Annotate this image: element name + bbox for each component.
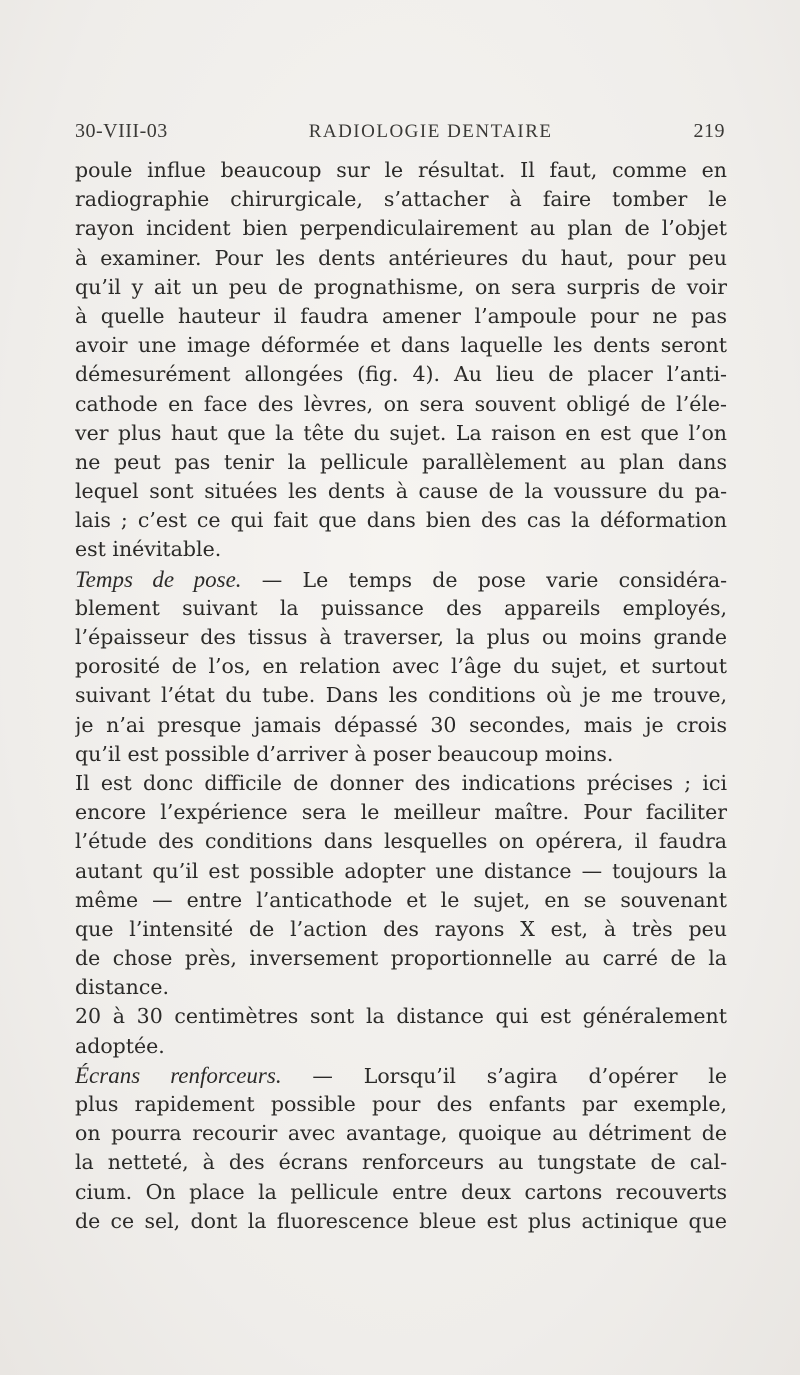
text-line: la netteté, à des écrans renforceurs au tungstate de cal- (75, 1150, 727, 1175)
text-line: blement suivant la puissance des appareils employés, (75, 595, 727, 620)
body-text (75, 156, 727, 1236)
text-line: ver plus haut que la tête du sujet. La raison en est que l’on (75, 420, 727, 445)
text-line: qu’il y ait un peu de prognathisme, on sera surpris de voir (75, 274, 727, 299)
text-line: encore l’expérience sera le meilleur maître. Pour faciliter (75, 800, 727, 825)
header-title: RADIOLOGIE DENTAIRE (308, 121, 553, 142)
text-line: cium. On place la pellicule entre deux cartons recouverts (75, 1179, 727, 1204)
text-line: Il est donc difficile de donner des indications précises ; ici (75, 770, 727, 795)
text-line: on pourra recourir avec avantage, quoique au détriment de (75, 1121, 727, 1146)
section-heading-line: Temps de pose. — Le temps de pose varie considéra- (75, 566, 727, 592)
text-line: je n’ai presque jamais dépassé 30 secondes, mais je crois (75, 712, 727, 737)
text-line: de chose près, inversement proportionnelle au carré de la (75, 946, 727, 971)
section-heading-line: Écrans renforceurs. — Lorsqu’il s’agira d’opérer le (75, 1062, 727, 1088)
text-line: cathode en face des lèvres, on sera souvent obligé de l’éle- (75, 391, 727, 416)
text-line: à quelle hauteur il faudra amener l’ampoule pour ne pas (75, 303, 727, 328)
text-line: même — entre l’anticathode et le sujet, en se souvenant (75, 887, 727, 912)
text-line: de ce sel, dont la fluorescence bleue est plus actinique que (75, 1208, 727, 1233)
text-line: radiographie chirurgicale, s’attacher à faire tomber le (75, 187, 727, 212)
text-line: suivant l’état du tube. Dans les conditions où je me trouve, (75, 683, 727, 708)
page-number: 219 (693, 120, 725, 142)
running-header (75, 120, 725, 150)
text-line: est inévitable. (75, 537, 222, 562)
section-title-ecrans-renforceurs: Écrans renforceurs. (75, 1062, 282, 1088)
text-line: avoir une image déformée et dans laquelle les dents seront (75, 333, 727, 358)
text-line: porosité de l’os, en relation avec l’âge du sujet, et surtout (75, 654, 727, 679)
text-line: distance. (75, 975, 169, 1000)
text-line: rayon incident bien perpendiculairement au plan de l’objet (75, 216, 727, 241)
text-line: l’épaisseur des tissus à traverser, la plus ou moins grande (75, 625, 727, 649)
text-line: 20 à 30 centimètres sont la distance qui est généralement (75, 1004, 727, 1029)
text-line: lequel sont situées les dents à cause de la voussure du pa- (75, 479, 727, 504)
text-line: l’étude des conditions dans lesquelles on opérera, il faudra (75, 829, 727, 854)
text-line: démesurément allongées (fig. 4). Au lieu de placer l’anti- (75, 362, 727, 387)
section-title-temps-de-pose: Temps de pose. (75, 566, 242, 592)
text-line: autant qu’il est possible adopter une distance — toujours la (75, 858, 727, 883)
header-date: 30-VIII-03 (75, 120, 168, 142)
text-line: qu’il est possible d’arriver à poser beaucoup moins. (75, 741, 614, 766)
text-line: adoptée. (75, 1033, 165, 1058)
text-line: poule influe beaucoup sur le résultat. Il faut, comme en (75, 158, 727, 182)
text-line: lais ; c’est ce qui fait que dans bien des cas la déformation (75, 508, 727, 533)
text-line: ne peut pas tenir la pellicule parallèlement au plan dans (75, 449, 727, 474)
text-line: plus rapidement possible pour des enfants par exemple, (75, 1092, 727, 1116)
text-line: que l’intensité de l’action des rayons X est, à très peu (75, 916, 727, 941)
text-line: à examiner. Pour les dents antérieures du haut, pour peu (75, 245, 727, 270)
